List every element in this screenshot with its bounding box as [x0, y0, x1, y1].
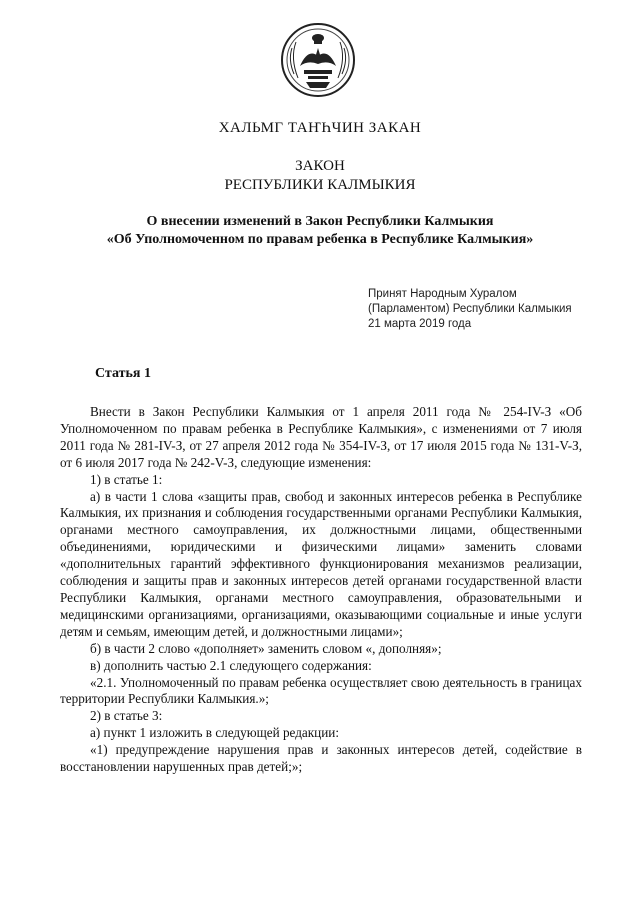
paragraph: а) в части 1 слова «защиты прав, свобод и законных интересов ребенка в Республике Калмыкия, их признания и соблюдения государственными органами Республики Калмыкия, органами местного самоуправления, их должностными лицами, общественными объединениями, юридическими и физическими лицами» заменить словами «дополнительных гарантий эффективного функционирования механизмов реализации, соблюдения и защиты прав и законных интересов детей органами государственной власти Республики Калмыкия, органами местного самоуправления, образовательными и медицинскими организациями, организациями, оказывающими социальные и иные услуги детям и семьям, имеющим детей, и должностными лицами»; [60, 488, 582, 639]
law-heading [0, 157, 640, 195]
adoption-line2: (Парламентом) Республики Калмыкия [368, 303, 572, 315]
paragraph: а) пункт 1 изложить в следующей редакции: [90, 725, 340, 741]
article-heading: Статья 1 [95, 366, 151, 381]
coat-of-arms-icon [278, 18, 358, 102]
paragraph: в) дополнить частью 2.1 следующего содержания: [90, 657, 372, 673]
paragraph: 2) в статье 3: [90, 708, 163, 724]
adoption-date: 21 марта 2019 года [368, 318, 472, 330]
paragraph: «1) предупреждение нарушения прав и законных интересов детей, содействие в восстановлении нарушенных прав детей;»; [60, 742, 582, 775]
adoption-note [368, 287, 628, 332]
law-title-line2: «Об Уполномоченном по правам ребенка в Республике Калмыкия» [106, 232, 534, 247]
paragraph: 1) в статье 1: [90, 471, 163, 487]
paragraph: «2.1. Уполномоченный по правам ребенка осуществляет свою деятельность в границах территории Республики Калмыкия.»; [60, 674, 582, 707]
kalmyk-law-title: ХАЛЬМГ ТАҤҺЧИН ЗАКАН [218, 120, 422, 136]
paragraph: Внести в Закон Республики Калмыкия от 1 апреля 2011 года № 254-IV-З «Об Уполномоченном по правам ребенка в Республике Калмыкия», с изменениями от 7 июля 2011 года № 281-IV-З, от 27 апреля 2012 года № 354-IV-З, от 17 июля 2015 года № 131-V-З, от 6 июля 2017 года № 242-V-З, следующие изменения: [60, 404, 582, 470]
article-body [60, 404, 582, 776]
republic-name: РЕСПУБЛИКИ КАЛМЫКИЯ [224, 177, 416, 193]
law-title-line1: О внесении изменений в Закон Республики Калмыкия [146, 214, 494, 229]
paragraph: б) в части 2 слово «дополняет» заменить словом «, дополняя»; [90, 640, 442, 656]
law-title [0, 213, 640, 249]
adoption-line1: Принят Народным Хуралом [368, 288, 517, 300]
law-word: ЗАКОН [295, 158, 345, 174]
